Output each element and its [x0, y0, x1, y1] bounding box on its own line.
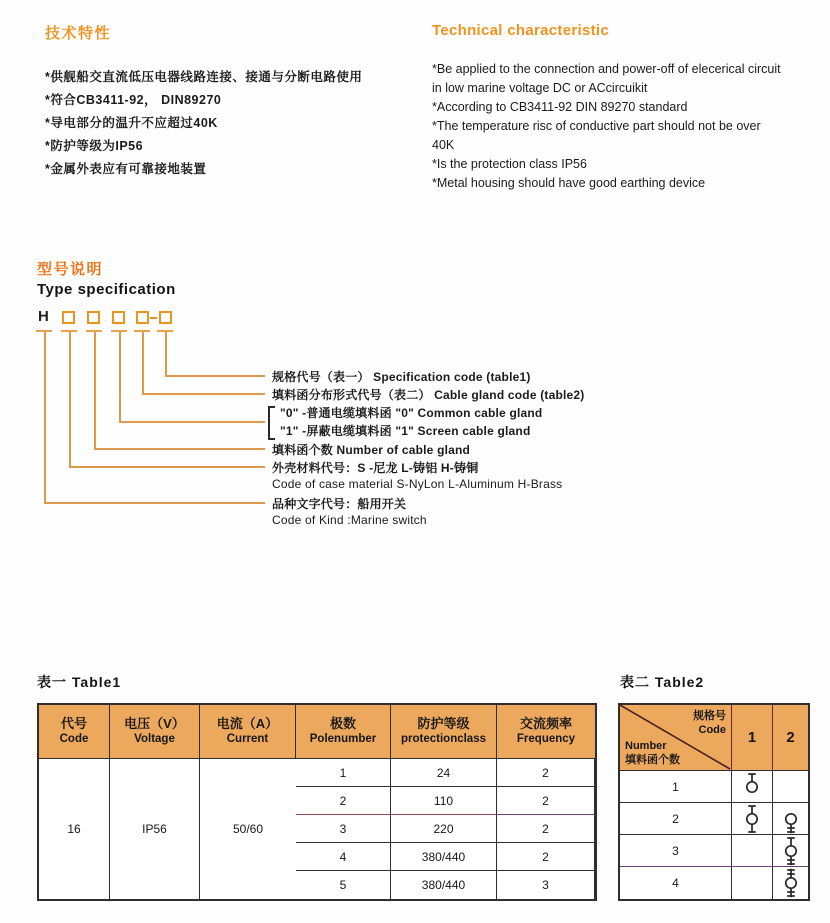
table1-cell-code: 1	[296, 759, 391, 787]
diagram-drop-line	[165, 332, 167, 375]
code-underline	[134, 330, 150, 332]
diagram-connector-line	[165, 375, 265, 377]
table2-corner-number-en: Number	[625, 740, 667, 752]
table1-header-cn: 电流（A）	[216, 716, 279, 731]
model-code-label: 规格代号（表一） Specification code (table1)	[272, 370, 531, 384]
table2-diagonal-header	[620, 705, 732, 771]
model-code-label: "0" -普通电缆填料函 "0" Common cable gland	[280, 406, 543, 420]
diagram-connector-line	[119, 421, 265, 423]
model-code-box	[62, 311, 75, 324]
table2-cell-gland	[732, 771, 773, 803]
table2-cell-gland	[732, 867, 773, 899]
table2-title: 表二 Table2	[620, 674, 705, 690]
table1-cell-code: 2	[296, 787, 391, 815]
table1-header-cell	[200, 705, 296, 759]
table1-header-en: Voltage	[134, 733, 175, 745]
table2-cell-gland	[773, 771, 808, 803]
model-code-label: Code of case material S-NyLon L-Aluminum H-Brass	[272, 477, 563, 491]
tech-bullet-en: *According to CB3411-92 DIN 89270 standard	[432, 100, 688, 114]
table1-cell-voltage: 110	[391, 787, 497, 815]
table1-cell-current-merged: 16	[39, 759, 110, 899]
table1-header-cn: 极数	[329, 716, 356, 731]
gland-symbol-1-top-2-bottom	[781, 836, 801, 866]
code-underline	[86, 330, 102, 332]
table2-header-col: 2	[773, 705, 808, 771]
table1-cell-code: 5	[296, 871, 391, 899]
gland-symbol-1-top-1-bottom	[742, 804, 762, 834]
table2-corner-number	[625, 739, 680, 767]
table1-cell-code: 3	[296, 815, 391, 843]
model-code-label: 品种文字代号：船用开关	[272, 497, 407, 511]
gland-option-bracket	[268, 406, 275, 440]
table2-cell-number: 3	[620, 835, 732, 867]
tech-heading-cn: 技术特性	[45, 25, 112, 42]
table2-cell-number: 1	[620, 771, 732, 803]
diagram-connector-line	[142, 393, 265, 395]
tech-bullet-en: in low marine voltage DC or ACcircuikit	[432, 81, 648, 95]
table1-header-cn: 交流频率	[519, 716, 572, 731]
tech-bullet-cn: *符合CB3411-92， DIN89270	[45, 93, 222, 107]
table2-cell-gland	[773, 835, 808, 867]
model-code-box	[136, 311, 149, 324]
table2-corner-code-cn: 规格号	[693, 710, 726, 722]
tech-bullet-cn: *导电部分的温升不应超过40K	[45, 116, 218, 130]
table2-cell-gland	[773, 867, 808, 899]
diagram-connector-line	[44, 502, 265, 504]
table1-title: 表一 Table1	[37, 674, 122, 690]
table2-cell-number: 2	[620, 803, 732, 835]
tech-bullet-en: *Is the protection class IP56	[432, 157, 587, 171]
table1-cell-voltage: 220	[391, 815, 497, 843]
table2-cell-number: 4	[620, 867, 732, 899]
table1-header-cell	[39, 705, 110, 759]
tech-bullets-cn	[45, 66, 362, 181]
table1-header-en: Frequency	[516, 733, 576, 745]
model-code-letter: H	[38, 308, 49, 325]
diagram-drop-line	[94, 332, 96, 448]
tech-bullet-en: 40K	[432, 138, 455, 152]
tech-bullets-en	[432, 60, 817, 193]
table2-cell-gland	[732, 803, 773, 835]
tech-bullet-en: *Be applied to the connection and power-off of elecerical circuit	[432, 62, 781, 76]
table1-cell-pole: 2	[497, 815, 595, 843]
model-code-label: 外壳材料代号：S -尼龙 L-铸铝 H-铸铜	[272, 461, 479, 475]
table1	[37, 703, 597, 901]
diagram-drop-line	[119, 332, 121, 421]
model-code-box	[87, 311, 100, 324]
code-underline	[111, 330, 127, 332]
table1-header-cell	[110, 705, 200, 759]
table1-header-cn: 防护等级	[417, 716, 470, 731]
tech-bullet-cn: *防护等级为IP56	[45, 139, 144, 153]
model-code-label: "1" -屏蔽电缆填料函 "1" Screen cable gland	[280, 424, 531, 438]
table1-cell-pole: 2	[497, 843, 595, 871]
table1-header-en: Polenumber	[309, 733, 377, 745]
diagram-connector-line	[94, 448, 265, 450]
diagram-drop-line	[142, 332, 144, 393]
table2-cell-gland	[732, 835, 773, 867]
table2-corner-code-en: Code	[698, 724, 726, 736]
tech-heading-en: Technical characteristic	[432, 22, 610, 39]
table1-header-cn: 代号	[60, 716, 87, 731]
tech-bullet-cn: *金属外表应有可靠接地装置	[45, 162, 207, 176]
type-heading-cn: 型号说明	[37, 261, 104, 278]
table1-header-en: Code	[59, 733, 89, 745]
model-code-label: Code of Kind :Marine switch	[272, 513, 427, 527]
tech-bullet-cn: *供舰船交直流低压电器线路连接、接通与分断电路使用	[45, 70, 363, 84]
table1-cell-voltage: 24	[391, 759, 497, 787]
tech-bullet-en: *Metal housing should have good earthing device	[432, 176, 706, 190]
table1-header-cell	[497, 705, 595, 759]
code-underline	[61, 330, 77, 332]
tech-section-en	[432, 22, 817, 193]
table1-header-cell	[296, 705, 391, 759]
table2-corner-code	[693, 709, 726, 737]
code-underline	[36, 330, 52, 332]
model-code-label: 填料函分布形式代号（表二） Cable gland code (table2)	[272, 388, 585, 402]
table2	[618, 703, 810, 901]
diagram-drop-line	[44, 332, 46, 502]
table1-cell-pole: 2	[497, 759, 595, 787]
model-code-label: 填料函个数 Number of cable gland	[272, 443, 471, 457]
code-underline	[157, 330, 173, 332]
table1-header-en: Current	[226, 733, 269, 745]
type-heading-en: Type specification	[37, 281, 176, 298]
table1-header-en: protectionclass	[401, 733, 486, 745]
table2-cell-gland	[773, 803, 808, 835]
diagram-connector-line	[69, 466, 265, 468]
table1-cell-voltage: 380/440	[391, 871, 497, 899]
table2-header-col: 1	[732, 705, 773, 771]
table1-cell-voltage: 380/440	[391, 843, 497, 871]
gland-symbol-2-top-2-bottom	[781, 868, 801, 898]
table2-corner-number-cn: 填料函个数	[625, 754, 680, 766]
tech-bullet-en: *The temperature risc of conductive part should not be over	[432, 119, 761, 133]
table1-header-cn: 电压（V）	[124, 716, 185, 731]
tech-section-cn	[45, 22, 362, 181]
gland-symbol-2-bottom	[781, 804, 801, 834]
table1-cell-protection-merged: IP56	[110, 759, 200, 899]
model-code-box	[112, 311, 125, 324]
model-code-box	[159, 311, 172, 324]
table1-header-cell	[391, 705, 497, 759]
table1-cell-pole: 2	[497, 787, 595, 815]
model-code-dash	[150, 317, 157, 319]
table1-cell-frequency-merged: 50/60	[232, 822, 264, 836]
diagram-drop-line	[69, 332, 71, 466]
table1-cell-pole: 3	[497, 871, 595, 899]
gland-symbol-1-top	[742, 772, 762, 802]
table1-cell-code: 4	[296, 843, 391, 871]
